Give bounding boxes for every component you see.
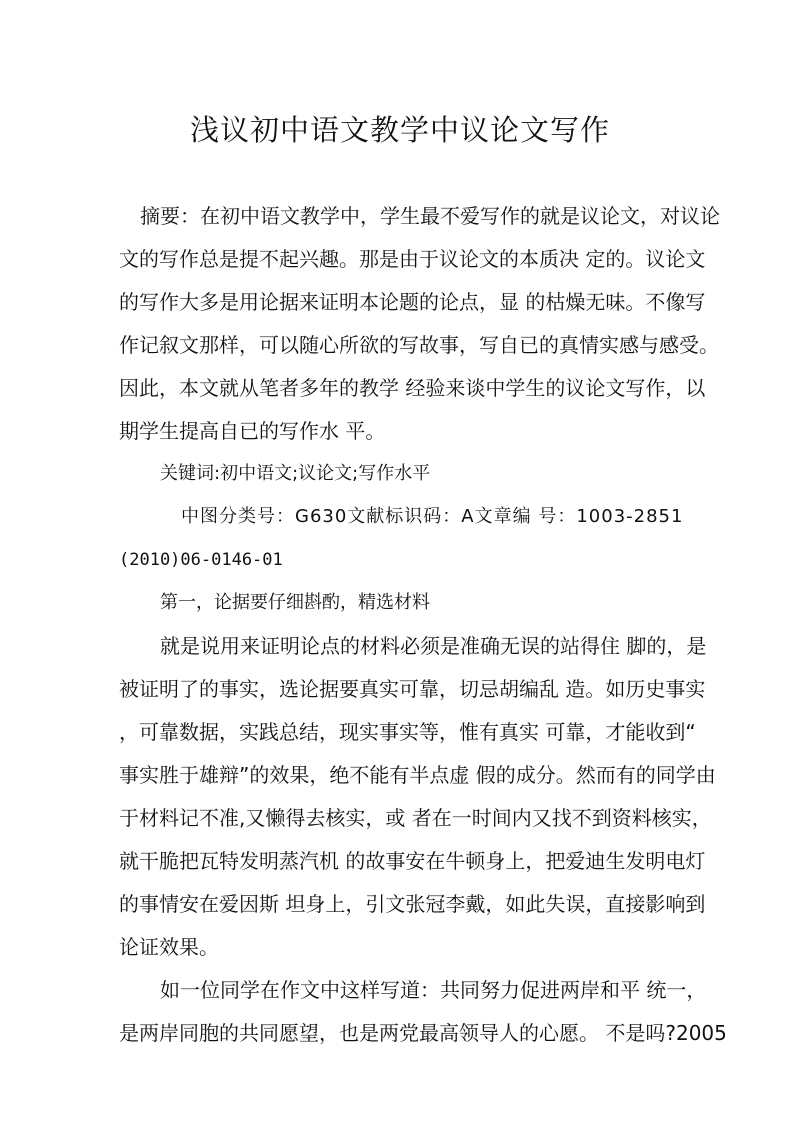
- keywords-line: 关键词:初中语文;议论文;写作水平: [160, 463, 431, 484]
- body-line-5: 于材料记不准,又懒得去核实，或 者在一时间内又找不到资料核实，: [119, 806, 712, 830]
- body-line-9: 如一位同学在作文中这样写道：共同努力促进两岸和平 统一，: [160, 978, 707, 1002]
- body-line-1: 就是说用来证明论点的材料必须是准确无误的站得住 脚的，是: [160, 634, 707, 658]
- document-title: 浅议初中语文教学中议论文写作: [189, 113, 610, 147]
- body-line-10: 是两岸同胞的共同愿望，也是两党最高领导人的心愿。 不是吗?2005: [119, 1021, 727, 1045]
- classification-line-2: (2010)06-0146-01: [119, 550, 283, 570]
- body-line-8: 论证效果。: [119, 935, 219, 959]
- body-line-2: 被证明了的事实，选论据要真实可靠，切忌胡编乱 造。如历史事实: [119, 677, 706, 701]
- abstract-line-4: 作记叙文那样，可以随心所欲的写故事，写自已的真情实感与感受。: [119, 333, 719, 357]
- body-line-6: 就干脆把瓦特发明蒸汽机 的故事安在牛顿身上，把爱迪生发明电灯: [119, 849, 706, 873]
- abstract-line-3: 的写作大多是用论据来证明本论题的论点，显 的枯燥无味。不像写: [119, 290, 706, 314]
- body-line-4: 事实胜于雄辩”的效果，绝不能有半点虚 假的成分。然而有的同学由: [119, 763, 716, 787]
- abstract-line-5: 因此，本文就从笔者多年的教学 经验来谈中学生的议论文写作，以: [119, 376, 706, 400]
- body-line-7: 的事情安在爱因斯 坦身上，引文张冠李戴，如此失误，直接影响到: [119, 892, 706, 916]
- body-line-3: ，可靠数据，实践总结，现实事实等，惟有真实 可靠，才能收到“: [119, 720, 696, 744]
- abstract-line-2: 文的写作总是提不起兴趣。那是由于议论文的本质决 定的。议论文: [119, 247, 706, 271]
- classification-line-1: 中图分类号：G630文献标识码：A文章编 号：1003-2851: [181, 506, 684, 527]
- section-heading: 第一，论据要仔细斟酌，精选材料: [160, 592, 430, 613]
- abstract-line-1: 摘要：在初中语文教学中，学生最不爱写作的就是议论文，对议论: [140, 204, 720, 228]
- abstract-line-6: 期学生提高自已的写作水 平。: [119, 419, 386, 443]
